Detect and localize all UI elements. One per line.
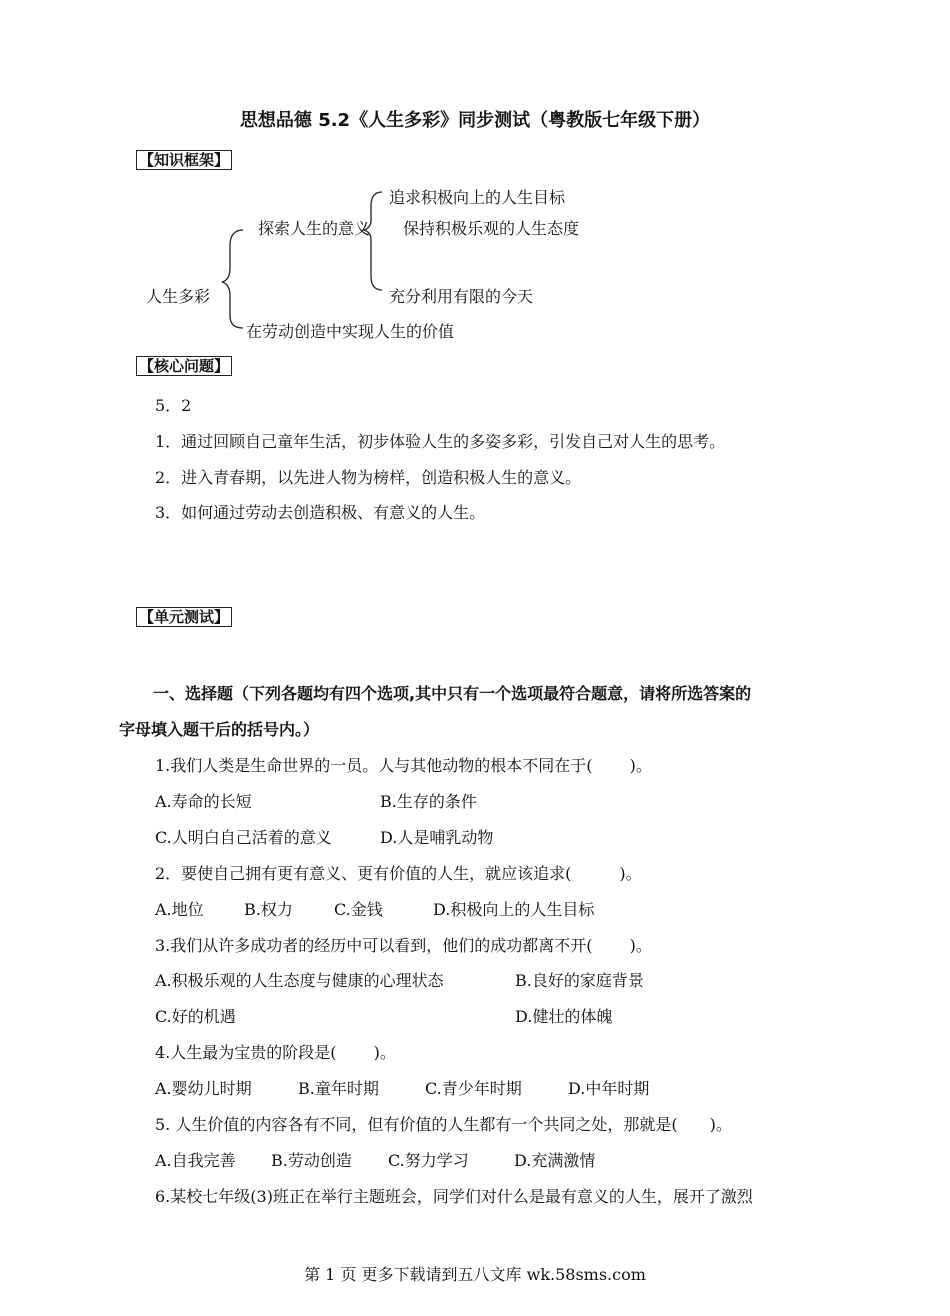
framework-sub-attitude: 保持积极乐观的人生态度 <box>403 219 580 238</box>
page-footer: 第 1 页 更多下载请到五八文库 wk.58sms.com <box>304 1265 646 1284</box>
q5-option-b: B.劳动创造 <box>271 1151 352 1170</box>
question-1: 1.我们人类是生命世界的一员。人与其他动物的根本不同在于( )。 <box>155 756 652 775</box>
core-item-1: 1．通过回顾自己童年生活，初步体验人生的多姿多彩，引发自己对人生的思考。 <box>155 432 726 451</box>
framework-sub-goal: 追求积极向上的人生目标 <box>389 188 566 207</box>
core-item-2: 2．进入青春期，以先进人物为榜样，创造积极人生的意义。 <box>155 468 582 487</box>
q1-option-a: A.寿命的长短 <box>155 792 252 811</box>
q4-option-c: C.青少年时期 <box>425 1079 522 1098</box>
core-item-3: 3．如何通过劳动去创造积极、有意义的人生。 <box>155 503 486 522</box>
question-4: 4.人生最为宝贵的阶段是( )。 <box>155 1043 396 1062</box>
section-unit-test: 【单元测试】 <box>136 607 232 627</box>
q2-option-c: C.金钱 <box>334 900 383 919</box>
framework-branch-labor: 在劳动创造中实现人生的价值 <box>246 322 455 341</box>
question-5: 5. 人生价值的内容各有不同，但有价值的人生都有一个共同之处，那就是( )。 <box>155 1115 732 1134</box>
framework-branch-meaning: 探索人生的意义 <box>258 219 371 238</box>
page-title: 思想品德 5.2《人生多彩》同步测试（粤教版七年级下册） <box>239 110 711 131</box>
q2-option-a: A.地位 <box>155 900 204 919</box>
q1-option-b: B.生存的条件 <box>380 792 477 811</box>
question-6: 6.某校七年级(3)班正在举行主题班会，同学们对什么是最有意义的人生，展开了激烈 <box>155 1187 753 1206</box>
q3-option-c: C.好的机遇 <box>155 1007 236 1026</box>
q1-option-c: C.人明白自己活着的意义 <box>155 828 332 847</box>
framework-braces <box>0 0 950 400</box>
q4-option-d: D.中年时期 <box>568 1079 650 1098</box>
question-2: 2．要使自己拥有更有意义、更有价值的人生，就应该追求( )。 <box>155 864 642 883</box>
framework-root: 人生多彩 <box>146 287 211 306</box>
q5-option-c: C.努力学习 <box>388 1151 469 1170</box>
q5-option-d: D.充满激情 <box>514 1151 596 1170</box>
q4-option-b: B.童年时期 <box>298 1079 379 1098</box>
question-3: 3.我们从许多成功者的经历中可以看到，他们的成功都离不开( )。 <box>155 936 652 955</box>
q1-option-d: D.人是哺乳动物 <box>380 828 494 847</box>
brace-right <box>364 192 382 290</box>
q5-option-a: A.自我完善 <box>155 1151 236 1170</box>
q2-option-d: D.积极向上的人生目标 <box>433 900 595 919</box>
brace-left <box>222 230 243 328</box>
q3-option-a: A.积极乐观的人生态度与健康的心理状态 <box>155 971 444 990</box>
core-number: 5．2 <box>155 396 192 415</box>
q4-option-a: A.婴幼儿时期 <box>155 1079 252 1098</box>
section-core-questions: 【核心问题】 <box>136 356 232 376</box>
q3-option-d: D.健壮的体魄 <box>515 1007 613 1026</box>
q3-option-b: B.良好的家庭背景 <box>515 971 644 990</box>
test-heading-line2: 字母填入题干后的括号内。） <box>119 720 320 739</box>
test-heading-line1: 一、选择题（下列各题均有四个选项,其中只有一个选项最符合题意，请将所选答案的 <box>153 684 752 703</box>
section-knowledge-framework: 【知识框架】 <box>136 150 232 170</box>
q2-option-b: B.权力 <box>244 900 293 919</box>
framework-sub-today: 充分利用有限的今天 <box>389 287 534 306</box>
